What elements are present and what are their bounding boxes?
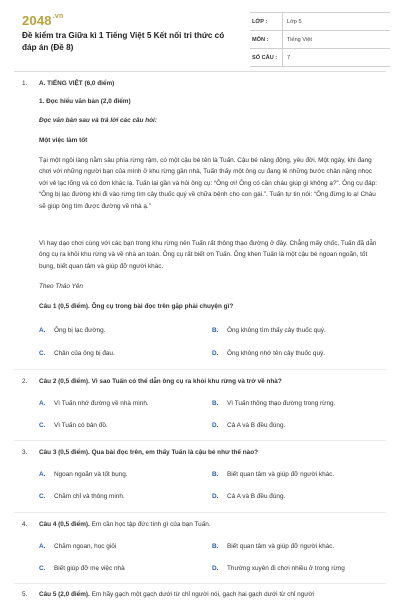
- question-label: Câu 3 (0,5 điểm).: [39, 449, 90, 456]
- meta-table: [250, 12, 390, 67]
- question-separator: [14, 369, 386, 370]
- question-text: Qua bài đọc trên, em thấy Tuấn là cậu bé như thế nào?: [91, 449, 259, 456]
- meta-label: SỐ CÂU :: [250, 49, 283, 66]
- option-text[interactable]: Ngoan ngoãn và tốt bụng.: [54, 471, 128, 478]
- question-1: [39, 301, 233, 312]
- site-logo[interactable]: $2048^{.vn}$: [22, 13, 64, 28]
- question-text: Em hãy gạch một gạch dưới từ chỉ người nói, gạch hai gạch dưới từ chỉ người: [91, 591, 315, 598]
- question-number: 5.: [22, 591, 28, 598]
- question-separator: [14, 583, 386, 584]
- question-number: 2.: [22, 378, 28, 385]
- question-label: Câu 1 (0,5 điểm).: [39, 303, 90, 310]
- document-title: Đề kiểm tra Giữa kì 1 Tiếng Việt 5 Kết nối tri thức có đáp án (Đề 8): [22, 31, 225, 52]
- option-letter[interactable]: C.: [39, 422, 46, 429]
- story-title: Một việc làm tốt: [39, 137, 88, 144]
- question-4: [39, 519, 211, 530]
- option-letter[interactable]: D.: [212, 565, 219, 572]
- question-number: 4.: [22, 521, 28, 528]
- option-letter[interactable]: B.: [212, 400, 219, 407]
- section-title: A. TIẾNG VIỆT (6,0 điểm): [39, 80, 115, 87]
- question-text: Em cần học tập đức tính gì của bạn Tuấn.: [91, 521, 211, 528]
- option-letter[interactable]: A.: [39, 471, 46, 478]
- meta-row-class: [250, 12, 390, 31]
- meta-label: LỚP :: [250, 13, 283, 30]
- meta-value: Tiếng Việt: [287, 36, 312, 43]
- story-source: Theo Thảo Yên: [39, 283, 83, 290]
- option-letter[interactable]: A.: [39, 327, 46, 334]
- question-number: 3.: [22, 449, 28, 456]
- question-label: Câu 4 (0,5 điểm).: [39, 521, 90, 528]
- question-separator: [14, 440, 386, 441]
- meta-value: Lớp 5: [287, 18, 302, 25]
- question-3: [39, 447, 258, 458]
- option-letter[interactable]: D.: [212, 350, 219, 357]
- option-text[interactable]: Cả A và B đều đúng.: [227, 422, 286, 429]
- option-text[interactable]: Chân của ông bị đau.: [54, 350, 115, 357]
- meta-row-subject: [250, 31, 390, 49]
- meta-row-question-count: [250, 49, 390, 67]
- option-text[interactable]: Biết quan tâm và giúp đỡ người khác.: [227, 543, 335, 550]
- option-text[interactable]: Biết giúp đỡ mẹ việc nhà: [54, 565, 125, 572]
- option-letter[interactable]: B.: [212, 543, 219, 550]
- option-text[interactable]: Ông bị lạc đường.: [54, 327, 106, 334]
- option-letter[interactable]: A.: [39, 400, 46, 407]
- option-letter[interactable]: C.: [39, 493, 46, 500]
- story-paragraph-2: Vì hay dạo chơi cùng với các bạn trong khu rừng nên Tuấn rất thông thạo đường ở đây. Chẳng mấy chốc, Tuấn đã dẫn ông cụ ra khỏi khu rừng và về nhà an toàn. Ông cụ rất biết ơn Tuấn. Ông khen Tuấn là một cậu bé ngoan ngoãn, tốt bụng, biết quan tâm và giúp đỡ người khác.: [39, 240, 377, 270]
- question-separator: [14, 512, 386, 513]
- option-text[interactable]: Vì Tuấn nhớ đường về nhà mình.: [54, 400, 149, 407]
- option-text[interactable]: Cả A và B đều đúng.: [227, 493, 286, 500]
- option-letter[interactable]: B.: [212, 471, 219, 478]
- option-letter[interactable]: B.: [212, 327, 219, 334]
- option-letter[interactable]: D.: [212, 422, 219, 429]
- option-text[interactable]: Vì Tuấn có bản đồ.: [54, 422, 108, 429]
- question-text: Vì sao Tuấn có thể dẫn ông cụ ra khỏi khu rừng và trở về nhà?: [91, 378, 282, 385]
- option-letter[interactable]: C.: [39, 350, 46, 357]
- option-letter[interactable]: C.: [39, 565, 46, 572]
- option-text[interactable]: Chăm ngoan, học giỏi: [54, 543, 117, 550]
- meta-value: 7: [287, 54, 291, 61]
- question-label: Câu 2 (0,5 điểm).: [39, 378, 90, 385]
- question-2: [39, 376, 282, 387]
- option-text[interactable]: Ông không nhớ tên cây thuốc quý.: [227, 350, 325, 357]
- meta-label: MÔN :: [250, 31, 283, 48]
- option-text[interactable]: Chăm chỉ và thông minh.: [54, 493, 125, 500]
- section-number: 1.: [22, 80, 28, 87]
- question-5: [39, 589, 314, 600]
- option-text[interactable]: Thường xuyên đi chơi nhiều ở trong rừng: [227, 565, 345, 572]
- question-label: Câu 5 (2,0 điểm).: [39, 591, 90, 598]
- option-letter[interactable]: A.: [39, 543, 46, 550]
- option-text[interactable]: Vì Tuấn thông thạo đường trong rừng.: [227, 400, 336, 407]
- reading-heading: 1. Đọc hiểu văn bản (2,0 điểm): [39, 98, 131, 105]
- option-letter[interactable]: D.: [212, 493, 219, 500]
- option-text[interactable]: Ông không tìm thấy cây thuốc quý.: [227, 327, 326, 334]
- question-text: Ông cụ trong bài đọc trên gặp phải chuyện gì?: [91, 303, 234, 310]
- story-paragraph-1: Tại một ngôi làng nằm sâu phía rừng rậm, có một cậu bé tên là Tuấn. Cậu bé năng động, yêu đời. Một ngày, khi đang chơi với những người bạn của mình ở khu rừng gần nhà, Tuấn thấy một ông cụ đang lẻ những bước chân nặng nhọc với vẻ lạc lõng và có đơn khác lạ. Tuấn lại gần và hỏi ông cụ: “Ông ơi! Ông có cần cháu giúp gì không ạ?”. Ông cụ đáp: “Ông bị lạc đường khi đi vào rừng tìm cây thuốc quý về chữa bệnh cho con gái.”. Tuấn tự tin nói: “Ông đừng lo ạ! Cháu sẽ giúp ông tìm được đường về nhà ạ.”: [39, 157, 377, 210]
- option-text[interactable]: Biết quan tâm và giúp đỡ người khác.: [227, 471, 335, 478]
- header-divider: [14, 71, 386, 72]
- reading-instruction: Đọc văn bản sau và trả lời các câu hỏi:: [39, 117, 157, 124]
